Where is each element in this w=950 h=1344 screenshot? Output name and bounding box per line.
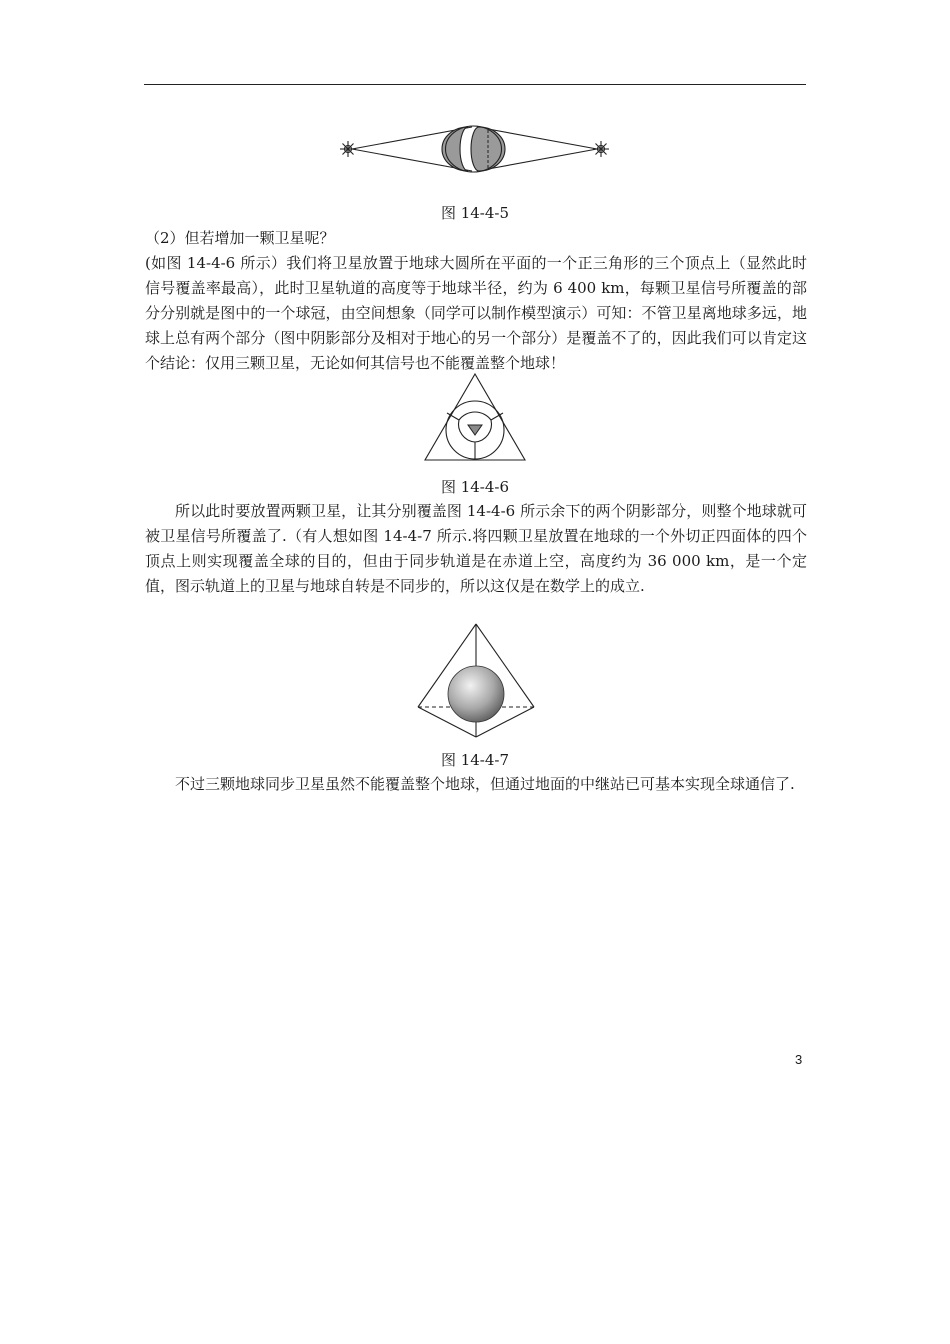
figure-14-4-6 [422,372,528,462]
figure-caption: 图 14-4-6 [440,478,510,496]
figure-14-4-5 [335,118,615,180]
earth-sphere [448,666,504,722]
earth-shape [442,126,505,172]
figure-14-4-7 [416,622,536,740]
figure-caption: 图 14-4-7 [440,751,510,769]
page-number: 3 [795,1052,803,1067]
paragraph: 所以此时要放置两颗卫星，让其分别覆盖图 14-4-6 所示余下的两个阴影部分，则整个地球就可被卫星信号所覆盖了.（有人想如图 14-4-7 所示.将四颗卫星放置在地球的一个外切正四面体的四个顶点上则实现覆盖全球的目的，但由于同步轨道是在赤道上空，高度约为 36 000 km，是一个定值，图示轨道上的卫星与地球自转是不同步的，所以这仅是在数学上的成立. [145,502,807,595]
header-rule [144,84,806,85]
shaded-region [468,425,482,435]
paragraph: （2）但若增加一颗卫星呢？ [145,229,335,247]
paragraph: (如图 14-4-6 所示）我们将卫星放置于地球大圆所在平面的一个正三角形的三个顶点上（显然此时信号覆盖率最高），此时卫星轨道的高度等于地球半径，约为 6 400 km，每颗卫星信号所覆盖的部分分别就是图中的一个球冠，由空间想象（同学可以制作模型演示）可知：不管卫星离地球多远，地球上总有两个部分（图中阴影部分及相对于地心的另一个部分）是覆盖不了的，因此我们可以肯定这个结论：仅用三颗卫星，无论如何其信号也不能覆盖整个地球！ [145,254,807,372]
paragraph: 不过三颗地球同步卫星虽然不能覆盖整个地球，但通过地面的中继站已可基本实现全球通信了. [175,775,795,793]
figure-caption: 图 14-4-5 [440,204,510,222]
